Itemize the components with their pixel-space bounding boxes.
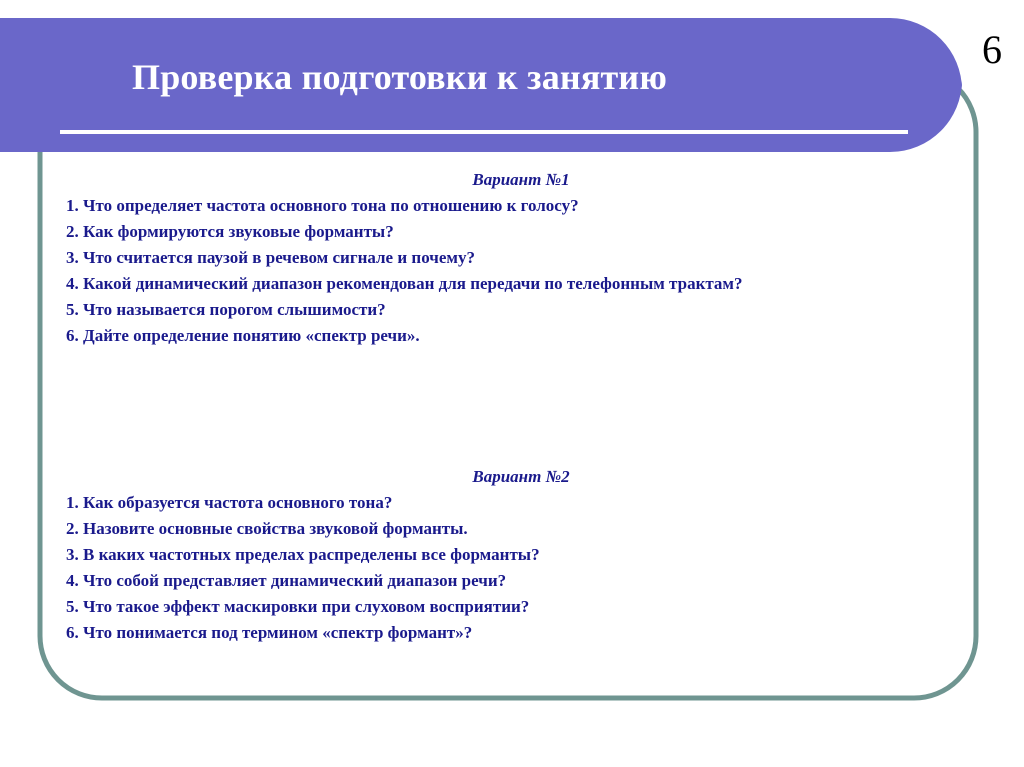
variant-1-heading: Вариант №1 xyxy=(472,170,570,189)
question-item: 6. Дайте определение понятию «спектр речи». xyxy=(66,326,420,345)
question-item: 4. Какой динамический диапазон рекомендован для передачи по телефонным трактам? xyxy=(66,274,743,293)
question-item: 3. Что считается паузой в речевом сигнале и почему? xyxy=(66,248,475,267)
page-number: 6 xyxy=(982,27,1002,72)
variant-2-section xyxy=(66,464,876,646)
question-item: 1. Как образуется частота основного тона? xyxy=(66,493,393,512)
question-item: 3. В каких частотных пределах распределены все форманты? xyxy=(66,545,540,564)
variant-1-section xyxy=(66,167,876,349)
question-item: 1. Что определяет частота основного тона по отношению к голосу? xyxy=(66,196,579,215)
title-underline xyxy=(60,130,908,134)
page-title: Проверка подготовки к занятию xyxy=(132,57,668,97)
question-item: 5. Что называется порогом слышимости? xyxy=(66,300,386,319)
question-item: 2. Как формируются звуковые форманты? xyxy=(66,222,394,241)
variant-2-heading: Вариант №2 xyxy=(472,467,570,486)
question-item: 6. Что понимается под термином «спектр формант»? xyxy=(66,623,473,642)
question-item: 4. Что собой представляет динамический диапазон речи? xyxy=(66,571,507,590)
question-item: 5. Что такое эффект маскировки при слуховом восприятии? xyxy=(66,597,530,616)
question-item: 2. Назовите основные свойства звуковой форманты. xyxy=(66,519,468,538)
variant-2-questions xyxy=(66,490,876,646)
variant-1-questions xyxy=(66,193,876,349)
